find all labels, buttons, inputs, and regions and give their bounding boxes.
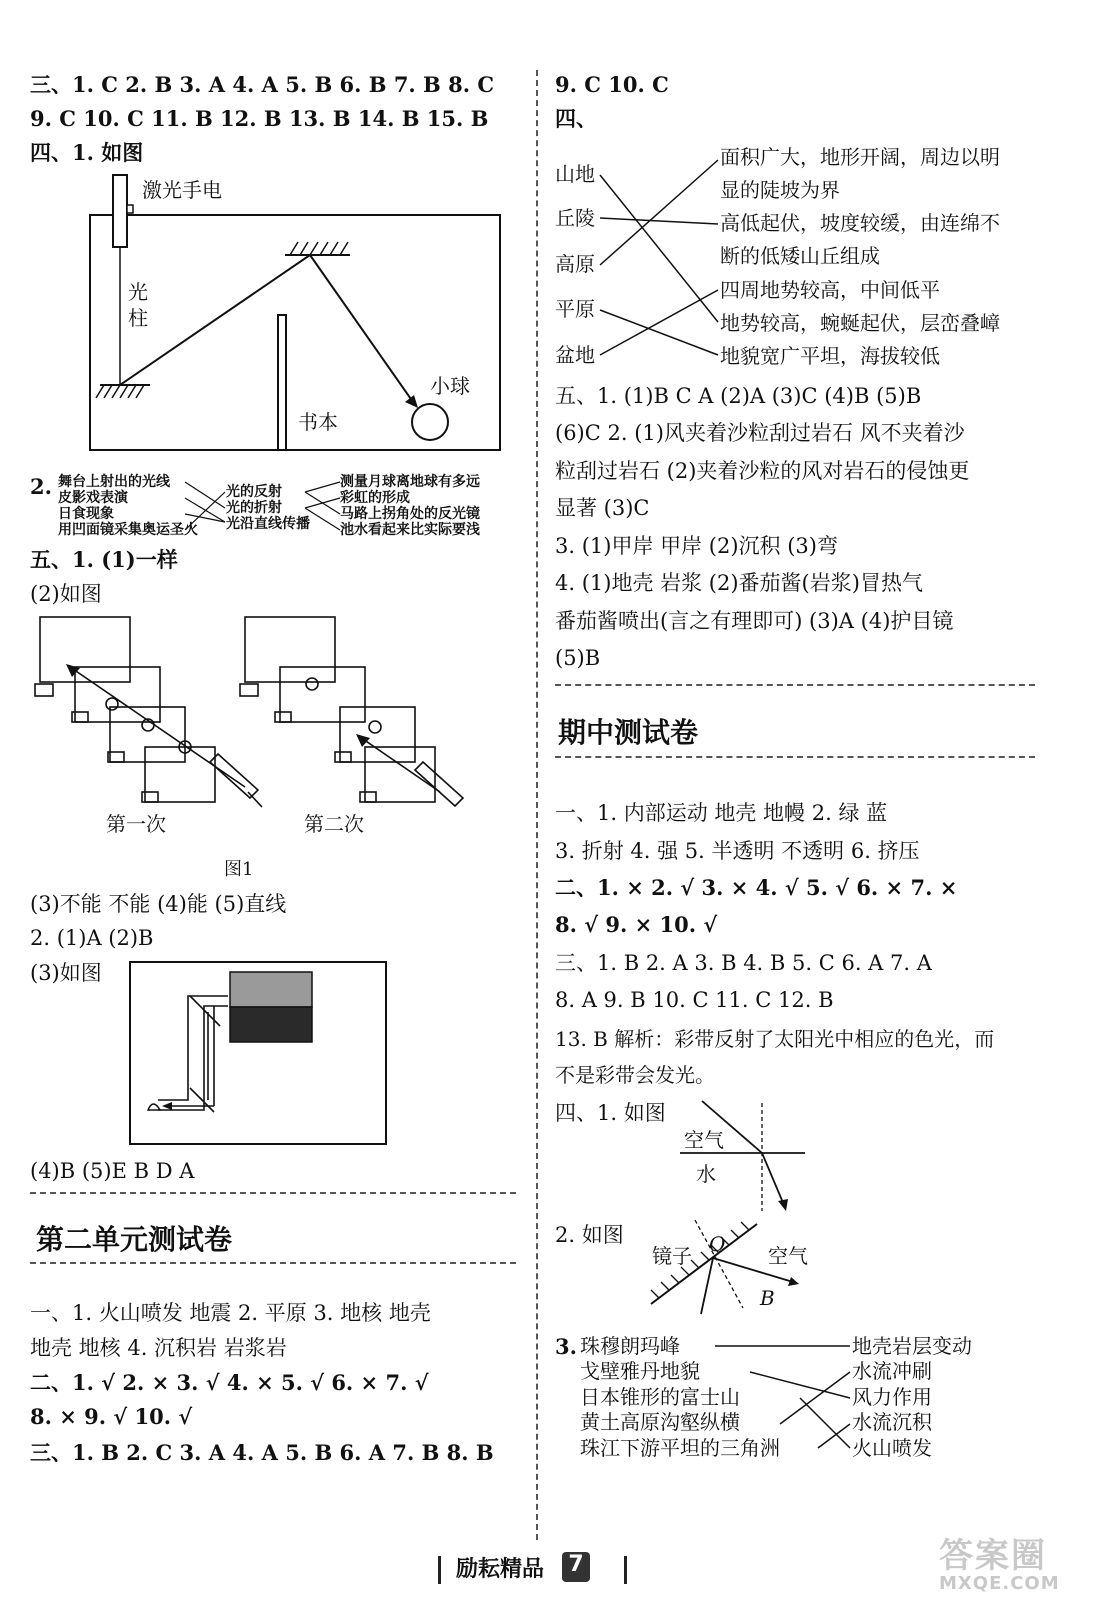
match-right-item: 火山喷发 (852, 1436, 932, 1460)
answer-line: (3)如图 (30, 961, 102, 985)
answer-line: 2. 如图 (555, 1223, 624, 1247)
reflection-figure (645, 1218, 825, 1318)
ball-label: 小球 (430, 374, 470, 398)
landform-item: 盆地 (555, 343, 595, 367)
beam-label: 光 (128, 280, 148, 304)
water-label: 水 (696, 1162, 716, 1186)
periscope-figure (128, 960, 388, 1146)
question-number: 3. (555, 1334, 577, 1359)
answer-line: 一、1. 内部运动 地壳 地幔 2. 绿 蓝 (555, 801, 888, 825)
answer-line: 三、1. C 2. B 3. A 4. A 5. B 6. B 7. B 8. C (30, 72, 495, 97)
landform-description: 断的低矮山丘组成 (720, 244, 880, 268)
answer-line: 3. (1)甲岸 甲岸 (2)沉积 (3)弯 (555, 534, 838, 558)
section-divider (555, 684, 1035, 686)
match-left-item: 珠穆朗玛峰 (580, 1334, 680, 1358)
landform-description: 高低起伏，坡度较缓，由连绵不 (720, 211, 1000, 235)
footer-bar (438, 1556, 441, 1584)
answer-line: 三、1. B 2. A 3. B 4. B 5. C 6. A 7. A (555, 951, 932, 975)
match-right-item: 水流沉积 (852, 1410, 932, 1434)
section-divider (30, 1262, 516, 1264)
section-title: 期中测试卷 (558, 716, 699, 749)
answer-line: 四、1. 如图 (555, 1101, 666, 1125)
match-right-item: 风力作用 (852, 1385, 932, 1409)
point-o-label: O (709, 1232, 726, 1256)
match-lines-small (185, 478, 345, 538)
answer-line: 番茄酱喷出(言之有理即可) (3)A (4)护目镜 (555, 609, 954, 633)
section-divider (30, 1192, 516, 1194)
laser-label: 激光手电 (142, 178, 222, 202)
page-number: 7 (562, 1552, 590, 1582)
answer-line: (2)如图 (30, 582, 102, 606)
refraction-figure (680, 1095, 810, 1215)
figure-caption: 图1 (224, 859, 254, 880)
answer-line: 2. (1)A (2)B (30, 926, 154, 950)
answer-line: 4. (1)地壳 岩浆 (2)番茄酱(岩浆)冒热气 (555, 571, 923, 595)
match-left-item: 舞台上射出的光线 (58, 474, 170, 490)
answer-line: 8. × 9. √ 10. √ (30, 1404, 193, 1429)
mirror-label: 镜子 (652, 1244, 692, 1268)
alignment-figure (30, 612, 470, 852)
answer-line: 9. C 10. C (555, 72, 669, 97)
match-left-item: 珠江下游平坦的三角洲 (580, 1436, 780, 1460)
match-left-item: 黄土高原沟壑纵横 (580, 1410, 740, 1434)
match-mid-item: 光沿直线传播 (226, 516, 310, 532)
answer-line: 不是彩带会发光。 (555, 1063, 715, 1087)
match-right-item: 马路上拐角处的反光镜 (340, 506, 480, 522)
section-title: 第二单元测试卷 (36, 1223, 233, 1256)
answer-line: (3)不能 不能 (4)能 (5)直线 (30, 892, 287, 916)
question-number: 2. (30, 474, 52, 499)
answer-line: 四、1. 如图 (30, 140, 144, 165)
match-mid-item: 光的折射 (226, 500, 282, 516)
answer-line: 显著 (3)C (555, 496, 650, 520)
brand-label: 励耘精品 (456, 1557, 545, 1582)
cause-match-lines (700, 1340, 855, 1460)
answer-line: 二、1. × 2. √ 3. × 4. √ 5. √ 6. × 7. × (555, 875, 958, 900)
point-b-label: B (760, 1286, 775, 1310)
answer-line: (5)B (555, 646, 601, 670)
answer-line: 四、 (555, 106, 597, 131)
landform-description: 显的陡坡为界 (720, 178, 840, 202)
column-separator (536, 70, 538, 1540)
first-trial-label: 第一次 (106, 812, 166, 836)
landform-description: 地貌宽广平坦，海拔较低 (720, 344, 940, 368)
answer-line: 3. 折射 4. 强 5. 半透明 不透明 6. 挤压 (555, 839, 920, 863)
match-left-item: 戈壁雅丹地貌 (580, 1359, 700, 1383)
second-trial-label: 第二次 (304, 812, 364, 836)
landform-item: 山地 (555, 162, 595, 186)
landform-description: 面积广大，地形开阔，周边以明 (720, 145, 1000, 169)
landform-item: 丘陵 (555, 206, 595, 230)
answer-line: 五、1. (1)B C A (2)A (3)C (4)B (5)B (555, 384, 922, 408)
landform-item: 平原 (555, 297, 595, 321)
match-left-item: 日食现象 (58, 506, 114, 522)
match-right-item: 彩虹的形成 (340, 490, 410, 506)
watermark (939, 1528, 1089, 1594)
answer-line: 8. √ 9. × 10. √ (555, 912, 718, 937)
page-footer (438, 1552, 658, 1588)
match-left-item: 皮影戏表演 (58, 490, 128, 506)
landform-match-lines (600, 150, 720, 370)
match-right-item: 测量月球离地球有多远 (340, 474, 480, 490)
answer-line: 五、1. (1)一样 (30, 547, 178, 572)
answer-line: 一、1. 火山喷发 地震 2. 平原 3. 地核 地壳 (30, 1301, 431, 1325)
book-label: 书本 (298, 410, 338, 434)
answer-line: 三、1. B 2. C 3. A 4. A 5. B 6. A 7. B 8. B (30, 1440, 494, 1465)
answer-line: (6)C 2. (1)风夹着沙粒刮过岩石 风不夹着沙 (555, 421, 965, 445)
beam-label: 柱 (128, 306, 148, 330)
answer-line: 二、1. √ 2. × 3. √ 4. × 5. √ 6. × 7. √ (30, 1370, 429, 1395)
match-left-item: 用凹面镜采集奥运圣火 (58, 522, 198, 538)
answer-line: 8. A 9. B 10. C 11. C 12. B (555, 988, 834, 1012)
answer-line: (4)B (5)E B D A (30, 1159, 195, 1183)
answer-line: 地壳 地核 4. 沉积岩 岩浆岩 (30, 1336, 287, 1360)
air-label: 空气 (684, 1128, 724, 1152)
watermark-top: 答案圈 (939, 1536, 1047, 1576)
answer-line: 13. B 解析：彩带反射了太阳光中相应的色光，而 (555, 1027, 995, 1051)
match-right-item: 池水看起来比实际要浅 (340, 522, 480, 538)
match-left-item: 日本锥形的富士山 (580, 1385, 740, 1409)
match-right-item: 地壳岩层变动 (852, 1334, 972, 1358)
landform-description: 地势较高，蜿蜒起伏，层峦叠嶂 (720, 311, 1000, 335)
landform-description: 四周地势较高，中间低平 (720, 278, 940, 302)
air-label: 空气 (768, 1244, 808, 1268)
match-mid-item: 光的反射 (226, 484, 282, 500)
section-divider (555, 756, 1035, 758)
footer-bar (624, 1556, 627, 1584)
match-right-item: 水流冲刷 (852, 1359, 932, 1383)
landform-item: 高原 (555, 252, 595, 276)
answer-line: 9. C 10. C 11. B 12. B 13. B 14. B 15. B (30, 106, 489, 131)
watermark-bottom: MXQE.COM (939, 1573, 1060, 1594)
answer-line: 粒刮过岩石 (2)夹着沙粒的风对岩石的侵蚀更 (555, 459, 970, 483)
